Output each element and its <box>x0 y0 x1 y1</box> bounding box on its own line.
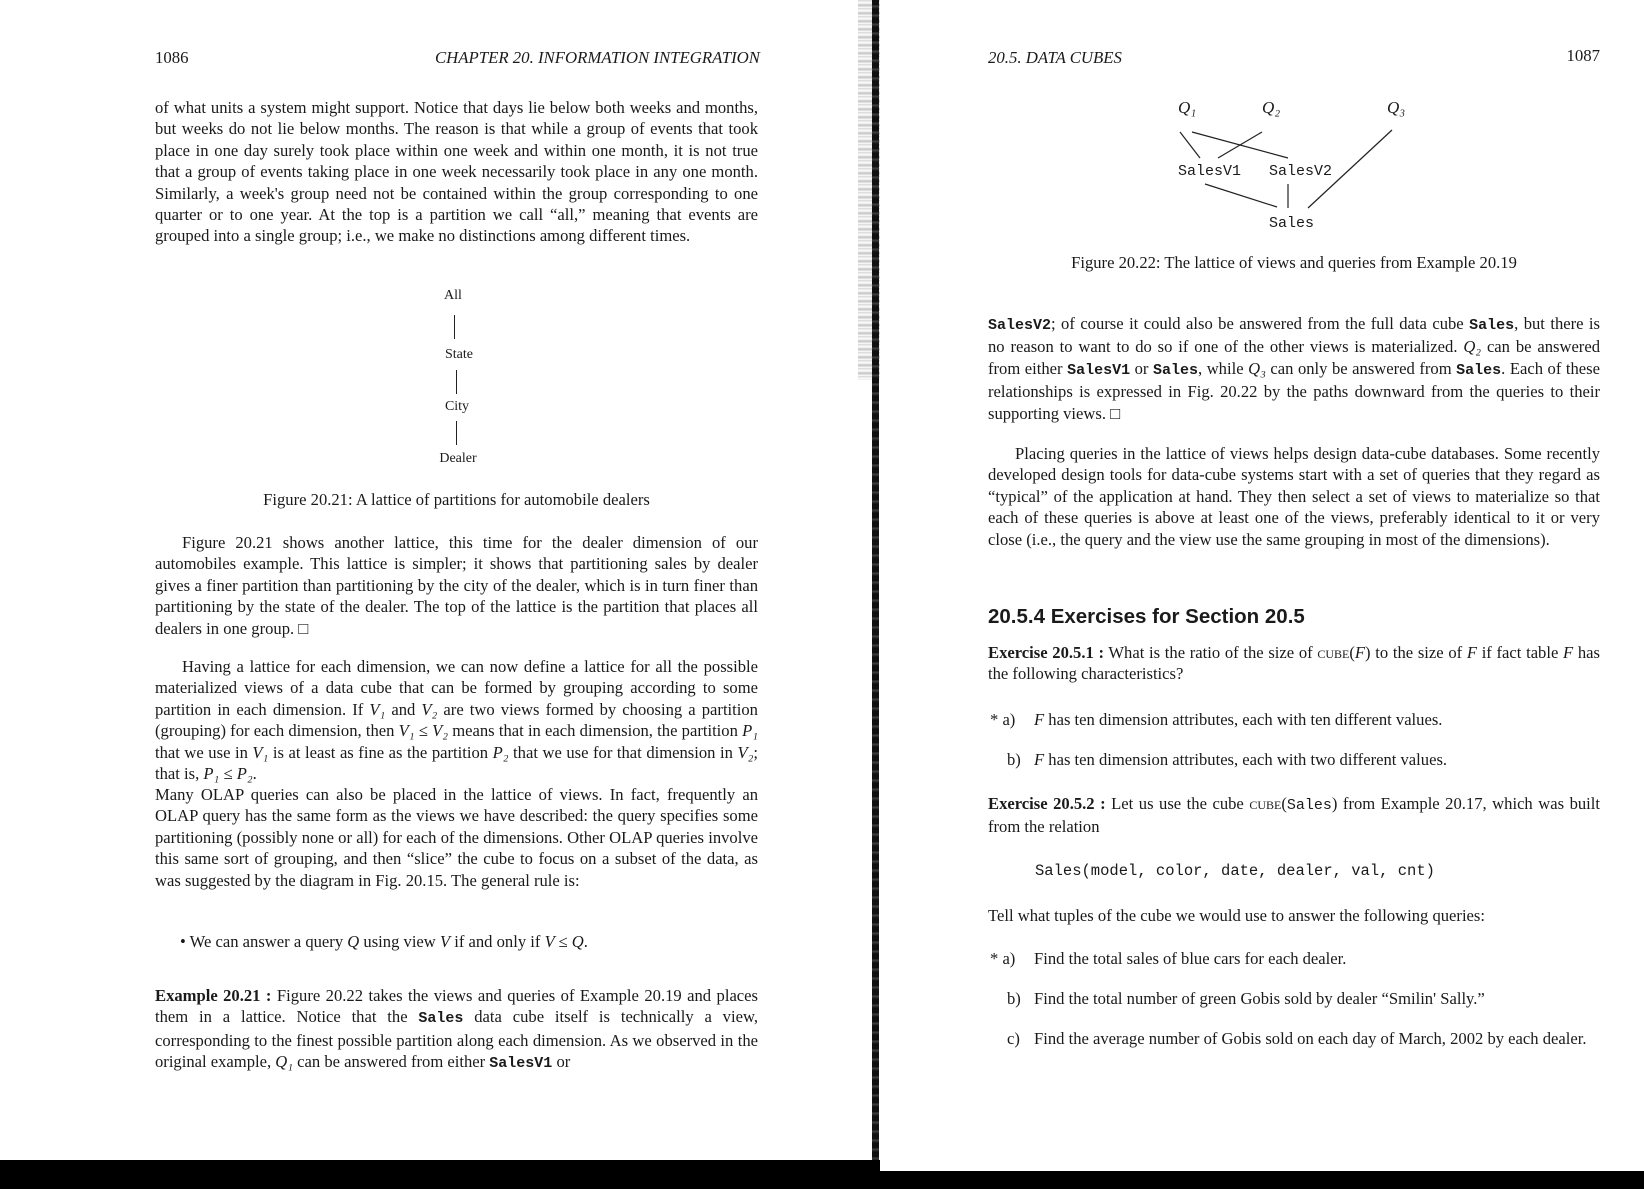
running-head-right: 20.5. DATA CUBES <box>988 48 1122 67</box>
run-in-heading: Example 20.21 : <box>155 986 272 1005</box>
paragraph <box>155 784 758 891</box>
text-run: can be answered from either <box>988 337 1600 378</box>
math-text: P₁ <box>742 721 759 741</box>
math-text: V₁ <box>369 699 386 719</box>
example-paragraph <box>155 985 758 1075</box>
figure-caption: Figure 20.22: The lattice of views and queries from Example 20.19 <box>1071 253 1517 272</box>
view-node-salesv1: SalesV1 <box>1178 163 1242 180</box>
run-in-heading: Exercise 20.5.1 : <box>988 643 1104 662</box>
text-run: Find the average number of Gobis sold on each day of March, 2002 by each dealer. <box>1034 1029 1587 1048</box>
running-head-left: CHAPTER 20. INFORMATION INTEGRATION <box>434 48 760 67</box>
lattice-edge <box>456 370 457 394</box>
math-text: F <box>1354 643 1366 662</box>
scan-edge-shadow <box>0 1160 880 1189</box>
math-text: Q <box>347 932 360 951</box>
run-in-heading: Exercise 20.5.2 : <box>988 794 1106 813</box>
exercise-item-mark: c) <box>1007 1029 1020 1048</box>
math-text: Q₂ <box>1463 337 1482 357</box>
text-run: Let us use the cube <box>1105 794 1250 813</box>
text-run: ; of course it could also be answered from the full data cube <box>1051 314 1470 333</box>
math-text: V₂ <box>421 699 438 719</box>
math-text: F <box>1034 710 1045 729</box>
text-run: can be answered from either <box>293 1052 490 1072</box>
text-run: Figure 20.21 shows another lattice, this time for the dealer dimension of our automobiles example. This lattice is simpler; it shows that partitioning sales by dealer gives a finer partition than partitioning by the city of the dealer, which is in turn finer than partitioning by the state of the dealer. The top of the lattice is the partition that places all dealers in one group. □ <box>155 533 758 638</box>
lattice-node-city: City <box>444 399 470 414</box>
code-text: SalesV1 <box>489 1055 553 1073</box>
code-text: SalesV1 <box>1067 361 1131 379</box>
paragraph <box>988 443 1600 550</box>
text-run: that we use in <box>155 742 253 762</box>
paragraph <box>155 532 758 639</box>
text-run: data cube itself is technically a view, corresponding to the finest possible partition along each dimension. As we observed in the original example, <box>155 1007 758 1072</box>
lattice-edge <box>454 315 455 339</box>
math-text: F <box>1563 643 1574 662</box>
math-text: V₁ ≤ V₂ <box>398 721 449 741</box>
text-run: • We can answer a query <box>180 932 348 951</box>
text-run: using view <box>359 932 440 951</box>
lattice-edge <box>456 421 457 445</box>
text-run: Figure 20.22 takes the views and queries of Example 20.19 and places them in a lattice. Notice that the <box>155 986 758 1027</box>
section-heading: 20.5.4 Exercises for Section 20.5 <box>988 605 1305 628</box>
text-run: or <box>1130 358 1153 378</box>
scan-edge-shadow <box>880 1171 1644 1189</box>
text-run: ) to the size of <box>1365 643 1467 662</box>
text-run: ) from Example 20.17, which was built from the relation <box>988 794 1600 837</box>
code-text: Sales <box>418 1010 464 1028</box>
text-run: . <box>583 932 588 951</box>
exercise-item <box>1034 709 1600 730</box>
text-run: ( <box>1349 643 1355 662</box>
exercise-20-5-2 <box>988 793 1600 838</box>
text-run: What is the ratio of the size of <box>1104 643 1318 662</box>
text-run: if and only if <box>450 932 545 951</box>
exercise-prompt: Tell what tuples of the cube we would use to answer the following queries: <box>988 906 1485 925</box>
text-run: Placing queries in the lattice of views helps design data-cube databases. Some recently developed design tools for data-cube systems start with a set of queries that they regard as “typical” of the application at hand. They then select a set of views to materialize so that each of these queries is above at least one of the views, preferably identical to it or very close (i.e., the query and the view use the same grouping in most of the dimensions). <box>988 444 1600 549</box>
text-run: of what units a system might support. Notice that days lie below both weeks and months, but weeks do not lie below months. The reason is that while a group of events that took place in one day surely took place within one week and within one month, it is not true that a group of events taking place in one week necessarily took place in any one month. Similarly, a week's group need not be contained within the group corresponding to one quarter or to one year. At the top is a partition we call “all,” meaning that events are grouped into a single group; i.e., we make no distinctions among different times. <box>155 98 758 246</box>
figure-caption: Figure 20.21: A lattice of partitions for automobile dealers <box>263 490 650 509</box>
code-text: Sales <box>1153 361 1199 379</box>
text-run: Find the total sales of blue cars for each dealer. <box>1034 949 1347 968</box>
code-text: Sales <box>1286 797 1332 814</box>
text-run: means that in each dimension, the partition <box>448 721 743 741</box>
text-run: cube <box>1249 794 1282 813</box>
lattice-node-all: All <box>444 288 462 303</box>
math-text: V₁ <box>252 742 269 762</box>
page-number-left: 1086 <box>155 48 189 67</box>
text-run: Having a lattice for each dimension, we can now define a lattice for all the possible materialized views of a data cube that can be formed by grouping according to some partition in each dimension. If <box>155 657 758 719</box>
exercise-item-mark: b) <box>1007 989 1021 1008</box>
text-run: Many OLAP queries can also be placed in the lattice of views. In fact, frequently an OLAP query has the same form as the views we have described: the query specifies some partitioning (possibly none or all) for each of the dimensions. Other OLAP queries involve this same sort of grouping, and then “slice” the cube to focus on a subset of the data, as was suggested by the diagram in Fig. 20.15. The general rule is: <box>155 785 758 890</box>
text-run: has ten dimension attributes, each with ten different values. <box>1044 710 1443 729</box>
exercise-item-mark: * a) <box>990 949 1016 968</box>
exercise-item <box>1034 988 1600 1009</box>
text-run: has the following characteristics? <box>988 643 1600 684</box>
page-number-right: 1087 <box>1566 46 1600 65</box>
code-text: SalesV2 <box>988 317 1052 334</box>
math-text: F <box>1466 643 1477 662</box>
paragraph <box>155 97 758 247</box>
text-run: has ten dimension attributes, each with two different values. <box>1044 750 1448 769</box>
math-text: P₂ <box>492 742 509 762</box>
math-text: V₂ <box>737 742 754 762</box>
book-spine <box>872 0 879 1189</box>
text-run: Find the total number of green Gobis sold by dealer “Smilin' Sally.” <box>1034 989 1485 1008</box>
text-run: is at least as fine as the partition <box>268 742 493 762</box>
math-text: Q₃ <box>1248 358 1266 378</box>
exercise-20-5-1 <box>988 642 1600 685</box>
code-text: Sales <box>1456 361 1502 379</box>
paragraph <box>155 656 758 784</box>
exercise-item <box>1034 948 1600 969</box>
math-text: P₁ ≤ P₂ <box>203 764 253 784</box>
math-text: F <box>1034 750 1045 769</box>
text-run: can only be answered from <box>1265 358 1457 378</box>
text-run: ( <box>1281 794 1287 813</box>
text-run: are two views formed by choosing a partition (grouping) for each dimension, then <box>155 699 758 741</box>
text-run: . <box>252 764 257 784</box>
relation-schema-code: Sales(model, color, date, dealer, val, cnt) <box>1035 862 1435 880</box>
exercise-item <box>1034 1028 1600 1049</box>
text-run: if fact table <box>1477 643 1564 662</box>
math-text: Q₁ <box>275 1052 294 1072</box>
text-run: , while <box>1198 358 1249 378</box>
base-node-sales: Sales <box>1269 215 1315 232</box>
text-run: , but there is no reason to want to do so if one of the other views is materialized. <box>988 314 1600 357</box>
text-run: and <box>385 699 422 719</box>
text-run: or <box>552 1052 571 1072</box>
view-node-salesv2: SalesV2 <box>1269 163 1333 180</box>
exercise-item <box>1034 749 1600 770</box>
text-run: ; that is, <box>155 742 758 784</box>
math-text: V ≤ Q <box>544 932 584 951</box>
lattice-node-dealer: Dealer <box>439 451 477 466</box>
math-text: V <box>439 932 451 951</box>
text-run: that we use for that dimension in <box>508 742 738 762</box>
query-node-q2: Q₂ <box>1262 98 1281 117</box>
text-run: . Each of these relationships is expressed in Fig. 20.22 by the paths downward from the queries to their supporting views. □ <box>988 358 1600 423</box>
exercise-item-mark: b) <box>1007 750 1021 769</box>
lattice-node-state: State <box>445 347 473 362</box>
bullet-rule <box>180 931 740 952</box>
exercise-item-mark: * a) <box>990 710 1016 729</box>
code-text: Sales <box>1469 317 1515 334</box>
query-node-q1: Q₁ <box>1178 98 1197 117</box>
text-run: cube <box>1317 643 1350 662</box>
paragraph <box>988 313 1600 424</box>
query-node-q3: Q₃ <box>1387 98 1406 117</box>
